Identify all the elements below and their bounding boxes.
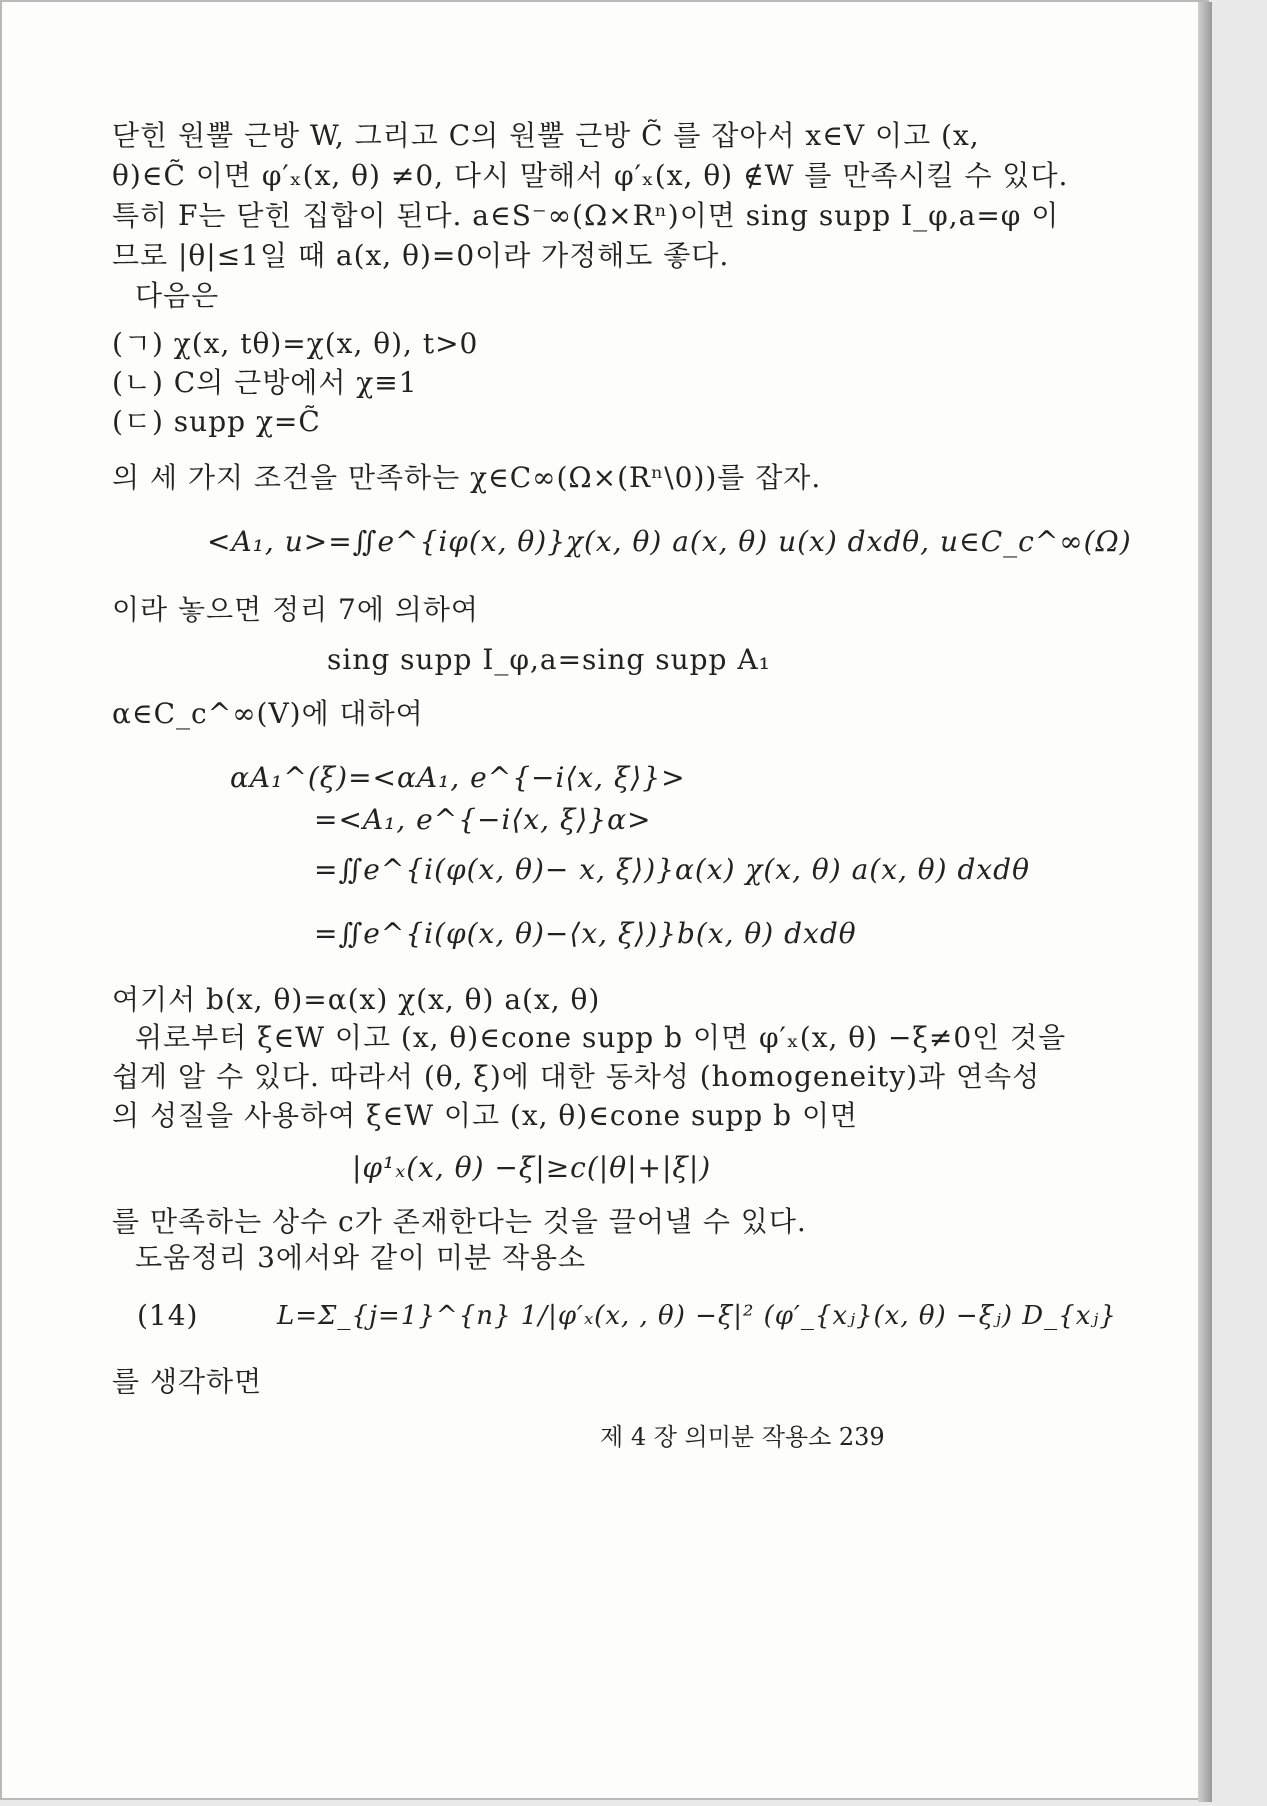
- equation-fourier-3: =∬e^{i(φ(x, θ)− x, ξ⟩)}α(x) χ(x, θ) a(x, θ) dxdθ: [314, 853, 1030, 886]
- equation-fourier-1: αA₁^(ξ)=<αA₁, e^{−i⟨x, ξ⟩}>: [230, 761, 686, 794]
- text-line-23: 를 만족하는 상수 c가 존재한다는 것을 끌어낼 수 있다.: [112, 1205, 807, 1238]
- text-line-1: 닫힌 원뿔 근방 W, 그리고 C의 원뿔 근방 C̃ 를 잡아서 x∈V 이고 (x,: [112, 119, 980, 152]
- equation-number-14: (14): [137, 1299, 199, 1332]
- text-line-9: 의 세 가지 조건을 만족하는 χ∈C∞(Ω×(Rⁿ\0))를 잡자.: [112, 461, 822, 494]
- text-line-2: θ)∈C̃ 이면 φ′ₓ(x, θ) ≠0, 다시 말해서 φ′ₓ(x, θ) ∉W 를 만족시킬 수 있다.: [112, 159, 1069, 192]
- text-line-18: 여기서 b(x, θ)=α(x) χ(x, θ) a(x, θ): [112, 983, 601, 1016]
- text-line-27: 를 생각하면: [112, 1365, 263, 1398]
- equation-sing-supp: sing supp I_φ,a=sing supp A₁: [327, 643, 771, 676]
- text-line-11: 이라 놓으면 정리 7에 의하여: [112, 593, 479, 626]
- equation-a1: <A₁, u>=∬e^{iφ(x, θ)}χ(x, θ) a(x, θ) u(x) dxdθ, u∈C_c^∞(Ω): [207, 525, 1132, 558]
- text-line-3: 특히 F는 닫힌 집합이 된다. a∈S⁻∞(Ω×Rⁿ)이면 sing supp I_φ,a=φ 이: [112, 199, 1060, 232]
- text-line-20: 쉽게 알 수 있다. 따라서 (θ, ξ)에 대한 동차성 (homogeneity)과 연속성: [112, 1060, 1041, 1093]
- condition-c: (ㄷ) supp χ=C̃: [112, 405, 321, 438]
- text-line-13: α∈C_c^∞(V)에 대하여: [112, 697, 424, 730]
- page-footer: 제 4 장 의미분 작용소 239: [600, 1423, 885, 1451]
- text-line-5: 다음은: [135, 279, 220, 312]
- text-line-4: 므로 |θ|≤1일 때 a(x, θ)=0이라 가정해도 좋다.: [112, 239, 730, 272]
- equation-inequality: |φ¹ₓ(x, θ) −ξ|≥c(|θ|+|ξ|): [352, 1151, 712, 1184]
- equation-fourier-2: =<A₁, e^{−i⟨x, ξ⟩}α>: [314, 803, 652, 836]
- page-edge-shadow: [1198, 2, 1212, 1802]
- equation-operator-l: L=Σ_{j=1}^{n} 1/|φ′ₓ(x, , θ) −ξ|² (φ′_{xⱼ}(x, θ) −ξⱼ) D_{xⱼ}: [277, 1301, 1117, 1331]
- condition-b: (ㄴ) C의 근방에서 χ≡1: [112, 366, 418, 399]
- equation-fourier-4: =∬e^{i(φ(x, θ)−⟨x, ξ⟩)}b(x, θ) dxdθ: [314, 917, 857, 950]
- text-line-24: 도움정리 3에서와 같이 미분 작용소: [135, 1241, 587, 1274]
- text-line-21: 의 성질을 사용하여 ξ∈W 이고 (x, θ)∈cone supp b 이면: [112, 1099, 859, 1132]
- condition-a: (ㄱ) χ(x, tθ)=χ(x, θ), t>0: [112, 327, 479, 360]
- text-line-19: 위로부터 ξ∈W 이고 (x, θ)∈cone supp b 이면 φ′ₓ(x, θ) −ξ≠0인 것을: [135, 1021, 1067, 1054]
